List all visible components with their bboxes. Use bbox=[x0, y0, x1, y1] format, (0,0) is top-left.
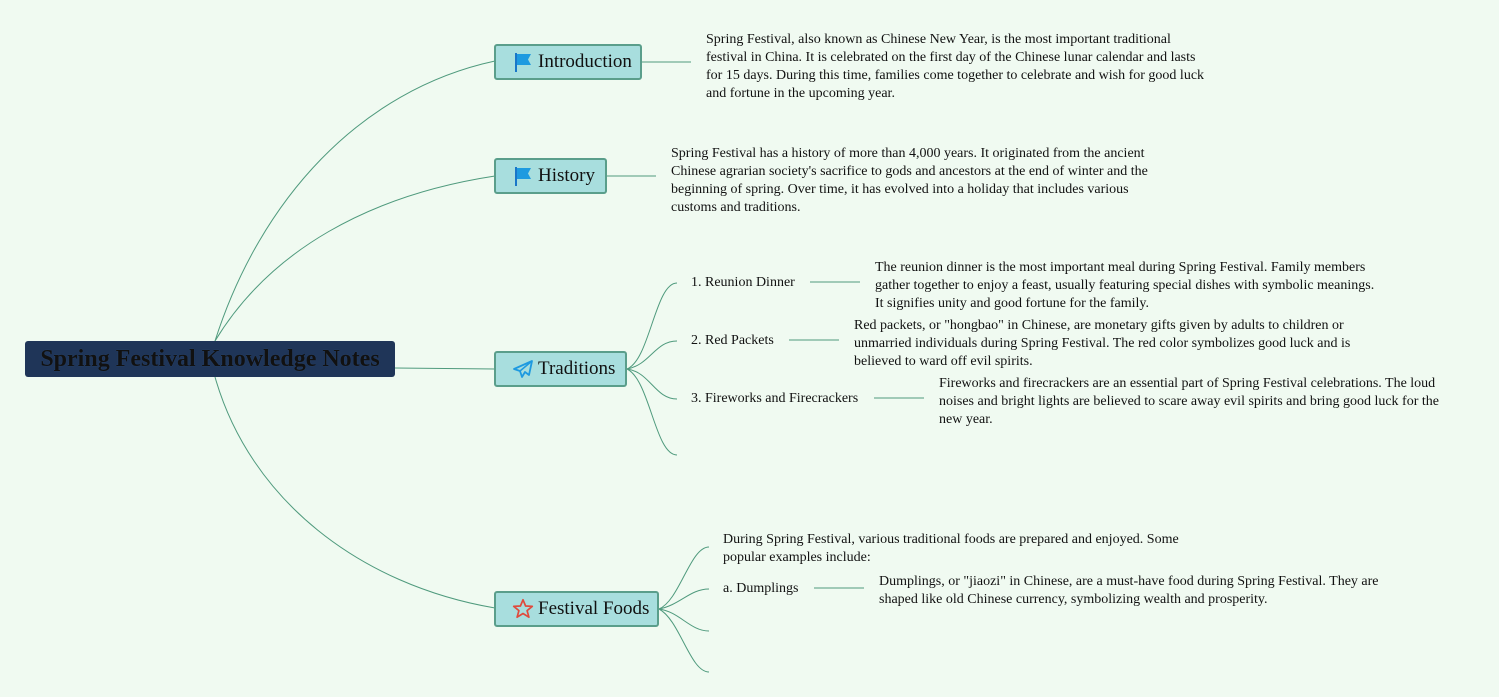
red-packets-note: Red packets, or "hongbao" in Chinese, are monetary gifts given by adults to children or unmarried individuals during Spring Festival. The red color symbolizes good luck and is believed to ward off evil spirits. bbox=[854, 318, 1351, 369]
introduction-note: Spring Festival, also known as Chinese New Year, is the most important traditional festival in China. It is celebrated on the first day of the Chinese lunar calendar and lasts for 15 days. During this time, families come together to celebrate and wish for good luck and fortune in the upcoming year. bbox=[706, 32, 1205, 101]
topic-label: Introduction bbox=[538, 51, 632, 72]
topic-history[interactable] bbox=[494, 158, 607, 194]
link-foods-empty1 bbox=[659, 609, 709, 631]
link-traditions-empty bbox=[627, 369, 677, 455]
link-root-introduction bbox=[215, 61, 495, 341]
link-foods-intro bbox=[659, 547, 709, 609]
subtopic-red-packets[interactable]: 2. Red Packets bbox=[691, 333, 774, 348]
topic-label: Festival Foods bbox=[538, 598, 650, 619]
link-root-history bbox=[215, 176, 495, 341]
topic-label: Traditions bbox=[538, 358, 616, 379]
topic-festival-foods[interactable] bbox=[494, 591, 659, 627]
reunion-dinner-note: The reunion dinner is the most important meal during Spring Festival. Family members gather together to enjoy a feast, usually featuring special dishes with symbolic meanings. It signifies unity and good fortune for the family. bbox=[875, 260, 1375, 311]
dumplings-note: Dumplings, or "jiaozi" in Chinese, are a must-have food during Spring Festival. They are shaped like old Chinese currency, symbolizing wealth and prosperity. bbox=[879, 574, 1379, 607]
subtopic-fireworks[interactable]: 3. Fireworks and Firecrackers bbox=[691, 391, 859, 406]
topic-label: History bbox=[538, 165, 595, 186]
link-root-traditions bbox=[395, 368, 495, 369]
link-root-festival-foods bbox=[215, 377, 495, 608]
link-foods-dumplings bbox=[659, 589, 709, 609]
link-traditions-redpackets bbox=[627, 341, 677, 369]
root-title: Spring Festival Knowledge Notes bbox=[40, 346, 380, 372]
subtopic-dumplings[interactable]: a. Dumplings bbox=[723, 581, 799, 596]
topic-introduction[interactable] bbox=[494, 44, 642, 80]
flag-icon bbox=[512, 165, 534, 187]
link-foods-empty2 bbox=[659, 609, 709, 672]
root-topic[interactable] bbox=[25, 341, 395, 377]
topic-traditions[interactable] bbox=[494, 351, 627, 387]
fireworks-note: Fireworks and firecrackers are an essential part of Spring Festival celebrations. The loud noises and bright lights are believed to scare away evil spirits and bring good luck for the new year. bbox=[939, 376, 1439, 427]
subtopic-reunion-dinner[interactable]: 1. Reunion Dinner bbox=[691, 275, 795, 290]
link-traditions-reunion bbox=[627, 283, 677, 369]
paper-plane-icon bbox=[512, 358, 534, 380]
star-icon bbox=[512, 598, 534, 620]
link-traditions-fireworks bbox=[627, 369, 677, 399]
flag-icon bbox=[512, 51, 534, 73]
festival-foods-intro: During Spring Festival, various traditional foods are prepared and enjoyed. Some popular examples include: bbox=[723, 532, 1179, 565]
history-note: Spring Festival has a history of more than 4,000 years. It originated from the ancient Chinese agrarian society's sacrifice to gods and ancestors at the end of winter and the beginning of spring. Over time, it has evolved into a holiday that includes various customs and traditions. bbox=[671, 146, 1148, 215]
